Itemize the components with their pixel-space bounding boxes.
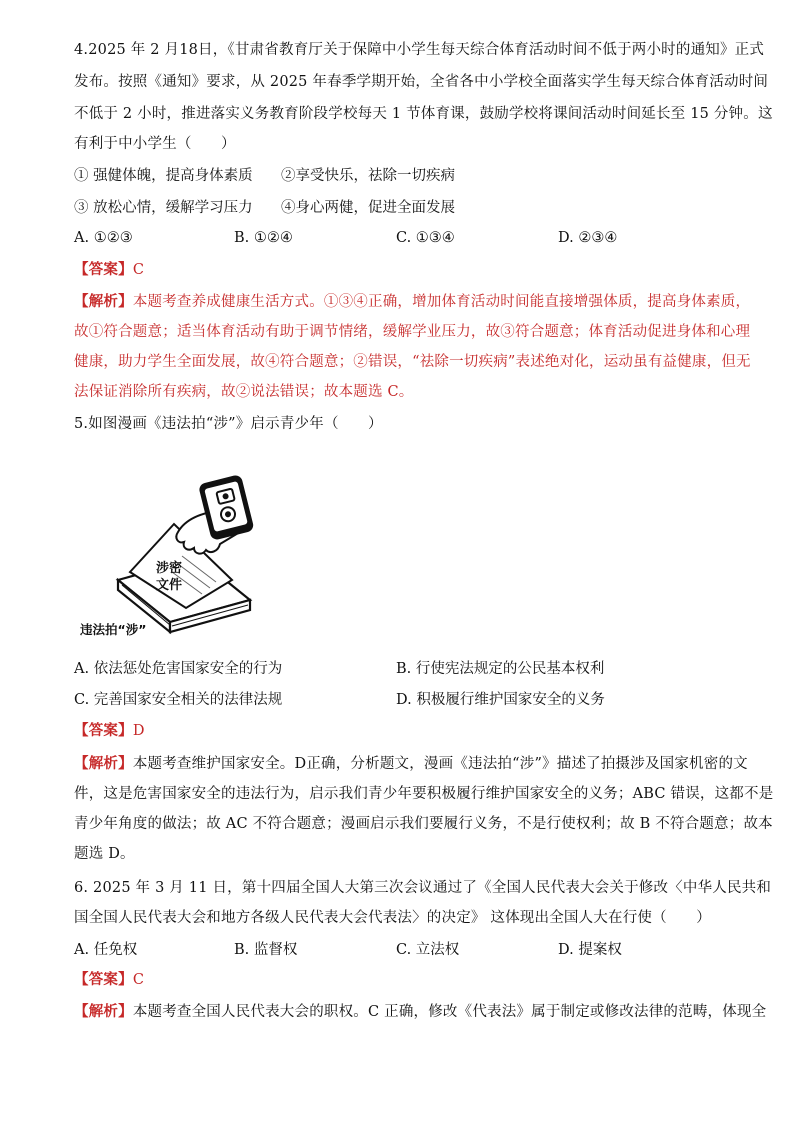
q6-option-c: C. 立法权 bbox=[396, 942, 460, 958]
cartoon-caption: 违法拍“涉” bbox=[80, 622, 147, 637]
q4-statement-3: ③ 放松心情，缓解学习压力 bbox=[74, 200, 253, 216]
q4-answer bbox=[74, 260, 724, 280]
q4-option-c: C. ①③④ bbox=[396, 230, 455, 246]
answer-value: C bbox=[132, 972, 145, 988]
cartoon-illegal-photo bbox=[74, 472, 284, 644]
doc-label-file: 文件 bbox=[156, 578, 183, 593]
q6-option-a: A. 任免权 bbox=[74, 942, 138, 958]
analysis-text: 本题考查全国人民代表大会的职权。C 正确，修改《代表法》属于制定或修改法律的范畴，体现全 bbox=[132, 1004, 767, 1020]
q5-analysis-line-3: 青少年角度的做法；故 AC 不符合题意；漫画启示我们要履行义务，不是行使权利；故 B 不符合题意；故本 bbox=[74, 816, 773, 832]
q6-answer bbox=[74, 970, 724, 990]
q5-answer bbox=[74, 721, 724, 741]
q5-analysis-line-4: 题选 D。 bbox=[74, 846, 135, 862]
answer-tag: 【答案】 bbox=[74, 722, 133, 739]
q6-stem-line-1: 6. 2025 年 3 月 11 日，第十四届全国人大第三次会议通过了《全国人民代表大会关于修改〈中华人民共和 bbox=[74, 880, 772, 896]
doc-label-secret: 涉密 bbox=[156, 561, 183, 576]
q4-statement-4: ④身心两健，促进全面发展 bbox=[281, 200, 455, 216]
q5-option-d: D. 积极履行维护国家安全的义务 bbox=[396, 692, 605, 708]
q4-stem-line-1: 4.2025 年 2 月18日，《甘肃省教育厅关于保障中小学生每天综合体育活动时间不低于两小时的通知》正式 bbox=[74, 42, 765, 58]
q4-analysis-line-3: 健康，助力学生全面发展，故④符合题意；②错误，“祛除一切疾病”表述绝对化，运动虽有益健康，但无 bbox=[74, 354, 751, 370]
q4-statement-1: ① 强健体魄，提高身体素质 bbox=[74, 168, 253, 184]
q6-stem-line-2: 国全国人民代表大会和地方各级人民代表大会代表法〉的决定》 这体现出全国人大在行使（ ） bbox=[74, 910, 711, 926]
q4-stem-line-4: 有利于中小学生（ ） bbox=[74, 136, 236, 152]
q5-option-c: C. 完善国家安全相关的法律法规 bbox=[74, 692, 283, 708]
q4-stem-line-3: 不低于 2 小时，推进落实义务教育阶段学校每天 1 节体育课，鼓励学校将课间活动时间延长至 15 分钟。这 bbox=[74, 106, 773, 122]
analysis-tag: 【解析】 bbox=[74, 293, 133, 310]
q5-stem: 5.如图漫画《违法拍“涉”》启示青少年（ ） bbox=[74, 416, 383, 432]
analysis-tag: 【解析】 bbox=[74, 755, 133, 772]
analysis-text: 本题考查养成健康生活方式。①③④正确，增加体育活动时间能直接增强体质，提高身体素质， bbox=[132, 294, 751, 310]
q5-analysis-line-1 bbox=[74, 754, 748, 774]
q4-statement-2: ②享受快乐，祛除一切疾病 bbox=[281, 168, 455, 184]
q6-option-d: D. 提案权 bbox=[558, 942, 622, 958]
q4-analysis-line-1 bbox=[74, 292, 751, 312]
q5-option-b: B. 行使宪法规定的公民基本权利 bbox=[396, 661, 605, 677]
q4-analysis-line-4: 法保证消除所有疾病，故②说法错误；故本题选 C。 bbox=[74, 384, 414, 400]
answer-tag: 【答案】 bbox=[74, 971, 133, 988]
q5-analysis-line-2: 件，这是危害国家安全的违法行为，启示我们青少年要积极履行维护国家安全的义务；ABC 错误，这都不是 bbox=[74, 786, 774, 802]
q4-option-d: D. ②③④ bbox=[558, 230, 618, 246]
q6-analysis-line-1 bbox=[74, 1002, 767, 1022]
q4-option-a: A. ①②③ bbox=[74, 230, 133, 246]
q4-analysis-line-2: 故①符合题意；适当体育活动有助于调节情绪，缓解学业压力，故③符合题意；体育活动促进身体和心理 bbox=[74, 324, 751, 340]
q5-option-a: A. 依法惩处危害国家安全的行为 bbox=[74, 661, 283, 677]
q4-option-b: B. ①②④ bbox=[234, 230, 293, 246]
q6-option-b: B. 监督权 bbox=[234, 942, 298, 958]
answer-value: C bbox=[132, 262, 145, 278]
analysis-tag: 【解析】 bbox=[74, 1003, 133, 1020]
answer-tag: 【答案】 bbox=[74, 261, 133, 278]
q4-stem-line-2: 发布。按照《通知》要求，从 2025 年春季学期开始，全省各中小学校全面落实学生每天综合体育活动时间 bbox=[74, 74, 769, 90]
analysis-text: 本题考查维护国家安全。D正确，分析题文，漫画《违法拍“涉”》描述了拍摄涉及国家机密的文 bbox=[132, 756, 748, 772]
answer-value: D bbox=[132, 723, 145, 739]
